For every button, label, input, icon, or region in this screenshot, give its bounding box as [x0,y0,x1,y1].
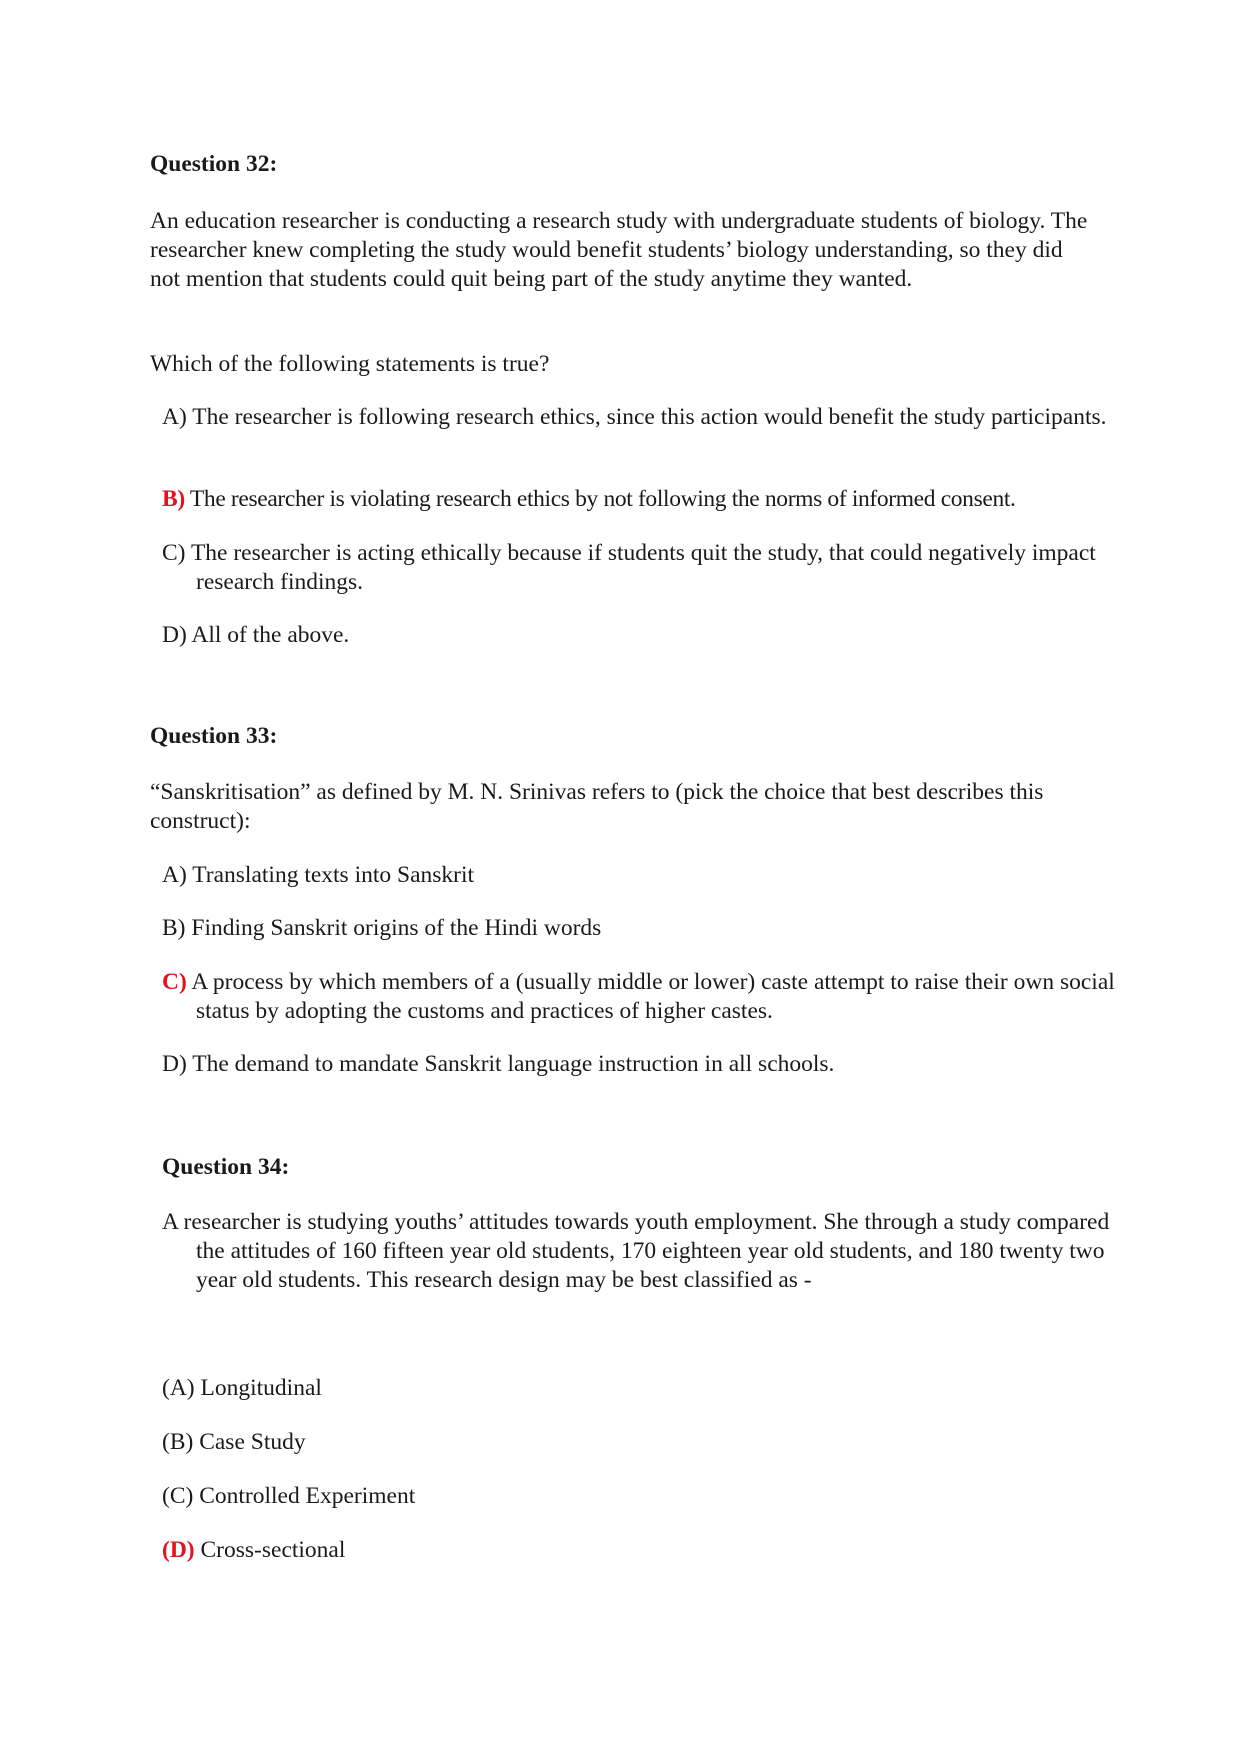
option-letter: A) [162,862,187,888]
option-text: Case Study [193,1429,306,1455]
option-letter: D) [162,1051,187,1077]
option-letter: (A) [162,1375,195,1401]
option-text: Finding Sanskrit origins of the Hindi words [185,915,602,941]
option-letter: (B) [162,1429,194,1455]
question-33-option-b [162,914,1116,943]
option-text: The demand to mandate Sanskrit language instruction in all schools. [186,1051,835,1077]
question-34-option-d [162,1536,1116,1565]
question-33-option-c [162,968,1116,1026]
option-letter-correct: (D) [162,1537,195,1563]
question-33-option-a [162,861,1116,890]
question-32-option-b [162,485,1156,514]
question-33-heading: Question 33: [150,723,278,749]
option-letter: A) [162,404,187,430]
option-letter-correct: C) [162,969,187,995]
option-letter-correct: B) [162,486,185,512]
option-text: Longitudinal [194,1375,322,1401]
option-text: All of the above. [186,622,350,648]
question-34-heading: Question 34: [162,1154,290,1180]
option-text: Cross-sectional [194,1537,346,1563]
question-34-stem: A researcher is studying youths’ attitudes towards youth employment. She through a study compared the attitudes of 160 fifteen year old students, 170 eighteen year old students, and 180 twenty two year old students. This research design may be best classified as - [162,1209,1110,1293]
option-text: The researcher is violating research ethics by not following the norms of informed consent. [184,486,1016,512]
option-text: The researcher is following research ethics, since this action would benefit the study participants. [186,404,1107,430]
option-text: A process by which members of a (usually middle or lower) caste attempt to raise their own social status by adopting the customs and practices of higher castes. [186,969,1115,1024]
option-text: Controlled Experiment [193,1483,416,1509]
question-32-stem: An education researcher is conducting a research study with undergraduate students of biology. The researcher knew completing the study would benefit students’ biology understanding, so they did not mention that students could quit being part of the study anytime they wanted. [150,208,1088,292]
question-32-option-a [162,403,1116,432]
option-letter: D) [162,622,187,648]
option-text: Translating texts into Sanskrit [186,862,475,888]
question-34-option-c [162,1482,1116,1511]
option-letter: (C) [162,1483,194,1509]
question-33-stem: “Sanskritisation” as defined by M. N. Srinivas refers to (pick the choice that best describes this construct): [150,779,1044,834]
question-32-option-c [162,539,1116,597]
question-34-option-a [162,1374,1116,1403]
option-text: The researcher is acting ethically because if students quit the study, that could negatively impact research findings. [185,540,1096,595]
question-32-heading: Question 32: [150,151,278,177]
question-33-option-d [162,1050,1116,1079]
option-letter: B) [162,915,186,941]
question-32-prompt: Which of the following statements is true? [150,351,550,377]
option-letter: C) [162,540,186,566]
question-34-option-b [162,1428,1116,1457]
question-32-option-d [162,621,1116,650]
